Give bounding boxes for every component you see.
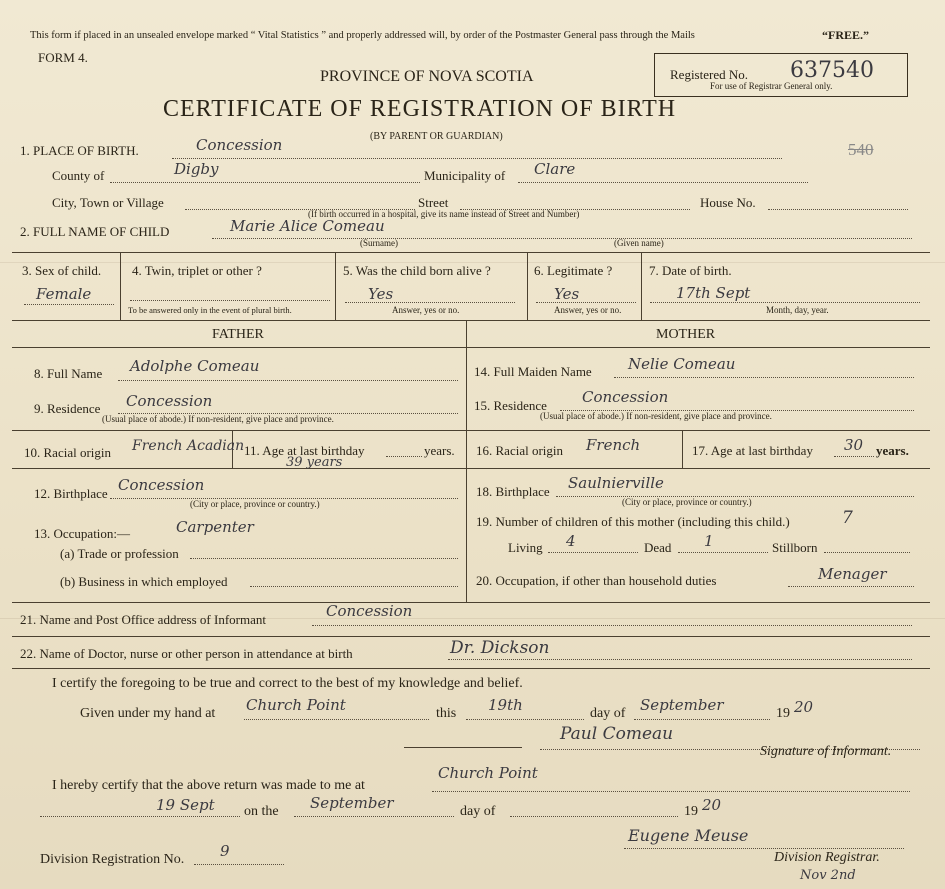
mother-age-line (834, 456, 874, 457)
mother-residence-note: (Usual place of abode.) If non-resident, give place and province. (540, 411, 772, 421)
informant-value: Concession (326, 602, 413, 620)
given-under-label: Given under my hand at (80, 706, 216, 721)
on-the-label: on the (244, 804, 279, 819)
legitimate-label: 6. Legitimate ? (534, 263, 613, 278)
year-prefix: 19 (776, 706, 790, 721)
registrar-place-value: Church Point (438, 764, 538, 782)
division-registration-value: 9 (220, 842, 230, 860)
doctor-line (448, 659, 912, 660)
registrar-year-value: 20 (702, 796, 722, 814)
mother-racial-label: 16. Racial origin (476, 443, 564, 458)
father-racial-value: French Acadian (132, 438, 245, 454)
mother-age-value: 30 (844, 436, 864, 454)
father-residence-note: (Usual place of abode.) If non-resident, give place and province. (102, 414, 334, 424)
surname-note: (Surname) (360, 238, 398, 248)
twin-line (130, 300, 330, 301)
sex-line (24, 304, 114, 305)
dead-line (678, 552, 768, 553)
father-residence-label: 9. Residence (34, 401, 101, 416)
day-of-label: day of (590, 706, 626, 721)
municipality-label: Municipality of (424, 168, 506, 183)
informant-top-border (12, 602, 930, 603)
given-name-note: (Given name) (614, 238, 664, 248)
twin-label: 4. Twin, triplet or other ? (132, 263, 262, 278)
registrar-signature-line (624, 848, 904, 849)
house-label: House No. (700, 195, 756, 210)
corner-number: 540 (848, 140, 874, 159)
father-birthplace-label: 12. Birthplace (34, 486, 108, 501)
father-birthplace-note: (City or place, province or country.) (190, 499, 320, 509)
business-label: (b) Business in which employed (60, 574, 228, 589)
alive-value: Yes (368, 285, 394, 303)
place-of-birth-label: 1. PLACE OF BIRTH. (20, 143, 139, 158)
registered-label: Registered No. (670, 67, 748, 82)
given-place-line (244, 719, 429, 720)
registrar-year-prefix: 19 (684, 804, 698, 819)
birth-date-note: Month, day, year. (766, 305, 829, 315)
stillborn-label: Stillborn (772, 540, 818, 555)
mother-name-label: 14. Full Maiden Name (474, 364, 592, 379)
father-birthplace-value: Concession (118, 476, 205, 494)
postal-notice: This form if placed in an unsealed envelope marked “ Vital Statistics ” and properly addressed will, by order of the Postmaster General pass through the Mails (30, 30, 695, 41)
county-label: County of (52, 168, 105, 183)
mother-birthplace-label: 18. Birthplace (476, 484, 550, 499)
birth-date-value: 17th Sept (676, 284, 751, 302)
father-age-value: 39 years (286, 455, 343, 470)
parents-center-divider (466, 320, 467, 602)
informant-line (312, 625, 912, 626)
registrar-signature: Eugene Meuse (628, 826, 749, 845)
birth-date-line (650, 302, 920, 303)
father-residence-value: Concession (126, 392, 213, 410)
county-value: Digby (174, 160, 219, 178)
row3-divider (335, 252, 336, 320)
stillborn-line (824, 552, 910, 553)
this-value: 19th (488, 696, 523, 714)
doctor-value: Dr. Dickson (450, 638, 550, 658)
parents-heading-border (12, 347, 930, 348)
place-of-birth-line (172, 158, 782, 159)
father-age-line (386, 456, 422, 457)
certificate-subtitle: (BY PARENT OR GUARDIAN) (370, 131, 503, 142)
father-occupation-label: 13. Occupation:— (34, 526, 131, 541)
sex-value: Female (36, 285, 92, 303)
mother-occupation-value: Menager (818, 565, 887, 583)
father-age-label: 11. Age at last birthday (244, 443, 365, 458)
registrar-day-value: 19 Sept (156, 796, 215, 814)
informant-signature-label: Signature of Informant. (760, 744, 892, 759)
doctor-bottom-border (12, 668, 930, 669)
free-label: “FREE.” (822, 28, 870, 42)
form-number: FORM 4. (38, 50, 88, 65)
this-label: this (436, 706, 457, 721)
house-line (768, 209, 908, 210)
city-label: City, Town or Village (52, 195, 164, 210)
father-heading: FATHER (212, 327, 264, 342)
county-line (110, 182, 420, 183)
registrar-statement: I hereby certify that the above return was made to me at (52, 778, 365, 793)
informant-label: 21. Name and Post Office address of Informant (20, 612, 266, 627)
this-line (466, 719, 584, 720)
father-name-line (118, 380, 458, 381)
mother-residence-label: 15. Residence (474, 398, 547, 413)
mother-racial-border (466, 468, 930, 469)
child-name-value: Marie Alice Comeau (230, 217, 385, 235)
doctor-label: 22. Name of Doctor, nurse or other person in attendance at birth (20, 646, 353, 661)
father-racial-border (12, 468, 466, 469)
row3-top-border (12, 252, 930, 253)
sex-label: 3. Sex of child. (22, 263, 102, 278)
dead-label: Dead (644, 540, 672, 555)
living-value: 4 (566, 532, 576, 550)
division-registration-label: Division Registration No. (40, 852, 185, 867)
legitimate-value: Yes (554, 285, 580, 303)
hospital-note: (If birth occurred in a hospital, give its name instead of Street and Number) (308, 209, 580, 219)
month-value: September (640, 696, 724, 714)
registrar-use-note: For use of Registrar General only. (710, 81, 833, 91)
on-the-value: September (310, 794, 394, 812)
mother-racial-value: French (586, 436, 641, 454)
mother-name-line (614, 377, 914, 378)
month-line (634, 719, 770, 720)
row3-divider (641, 252, 642, 320)
mother-occupation-line (788, 586, 914, 587)
registered-number: 637540 (790, 58, 874, 83)
on-the-line (294, 816, 454, 817)
alive-note: Answer, yes or no. (392, 305, 460, 315)
division-registration-line (194, 864, 284, 865)
mother-heading: MOTHER (656, 327, 716, 342)
legitimate-line (536, 302, 636, 303)
doctor-top-border (12, 636, 930, 637)
registrar-day-line (40, 816, 240, 817)
birth-date-label: 7. Date of birth. (649, 263, 732, 278)
street-label: Street (418, 195, 449, 210)
father-name-value: Adolphe Comeau (130, 357, 260, 375)
mother-residence-value: Concession (582, 388, 669, 406)
registrar-signature-label: Division Registrar. (774, 850, 880, 865)
row3-divider (120, 252, 121, 320)
father-age-years: years. (424, 443, 455, 458)
registrar-month-line (510, 816, 678, 817)
father-racial-label: 10. Racial origin (24, 445, 112, 460)
father-name-label: 8. Full Name (34, 366, 103, 381)
row3-bottom-border (12, 320, 930, 321)
living-label: Living (508, 540, 543, 555)
province-heading: PROVINCE OF NOVA SCOTIA (320, 68, 534, 85)
father-racial-border (12, 430, 466, 431)
trade-label: (a) Trade or profession (60, 546, 179, 561)
row3-divider (527, 252, 528, 320)
legitimate-note: Answer, yes or no. (554, 305, 622, 315)
child-name-label: 2. FULL NAME OF CHILD (20, 224, 170, 239)
father-occupation-value: Carpenter (176, 518, 254, 536)
mother-birthplace-note: (City or place, province or country.) (622, 497, 752, 507)
place-of-birth-value: Concession (196, 136, 283, 154)
alive-line (345, 302, 515, 303)
year-value: 20 (794, 698, 814, 716)
living-line (548, 552, 638, 553)
given-place-value: Church Point (246, 696, 346, 714)
children-count-label: 19. Number of children of this mother (including this child.) (476, 514, 790, 529)
mother-birthplace-value: Saulnierville (568, 474, 664, 492)
short-rule (404, 747, 522, 748)
dead-value: 1 (704, 532, 714, 550)
certify-statement: I certify the foregoing to be true and correct to the best of my knowledge and belief. (52, 676, 523, 691)
registrar-day-of-label: day of (460, 804, 496, 819)
child-name-line (212, 238, 912, 239)
certificate-title: CERTIFICATE OF REGISTRATION OF BIRTH (163, 96, 677, 122)
twin-note: To be answered only in the event of plural birth. (128, 305, 292, 315)
mother-racial-divider (682, 430, 683, 468)
municipality-line (518, 182, 808, 183)
mother-occupation-label: 20. Occupation, if other than household duties (476, 573, 717, 588)
mother-age-label: 17. Age at last birthday (692, 443, 813, 458)
business-line (250, 586, 458, 587)
municipality-value: Clare (534, 160, 576, 178)
trade-line (190, 558, 458, 559)
registrar-place-line (432, 791, 910, 792)
mother-age-years: years. (876, 443, 909, 458)
mother-racial-border (466, 430, 930, 431)
mother-name-value: Nelie Comeau (628, 355, 736, 373)
bottom-note: Nov 2nd (800, 868, 856, 883)
children-count-value: 7 (842, 508, 853, 528)
alive-label: 5. Was the child born alive ? (343, 263, 491, 278)
informant-signature: Paul Comeau (560, 724, 674, 744)
